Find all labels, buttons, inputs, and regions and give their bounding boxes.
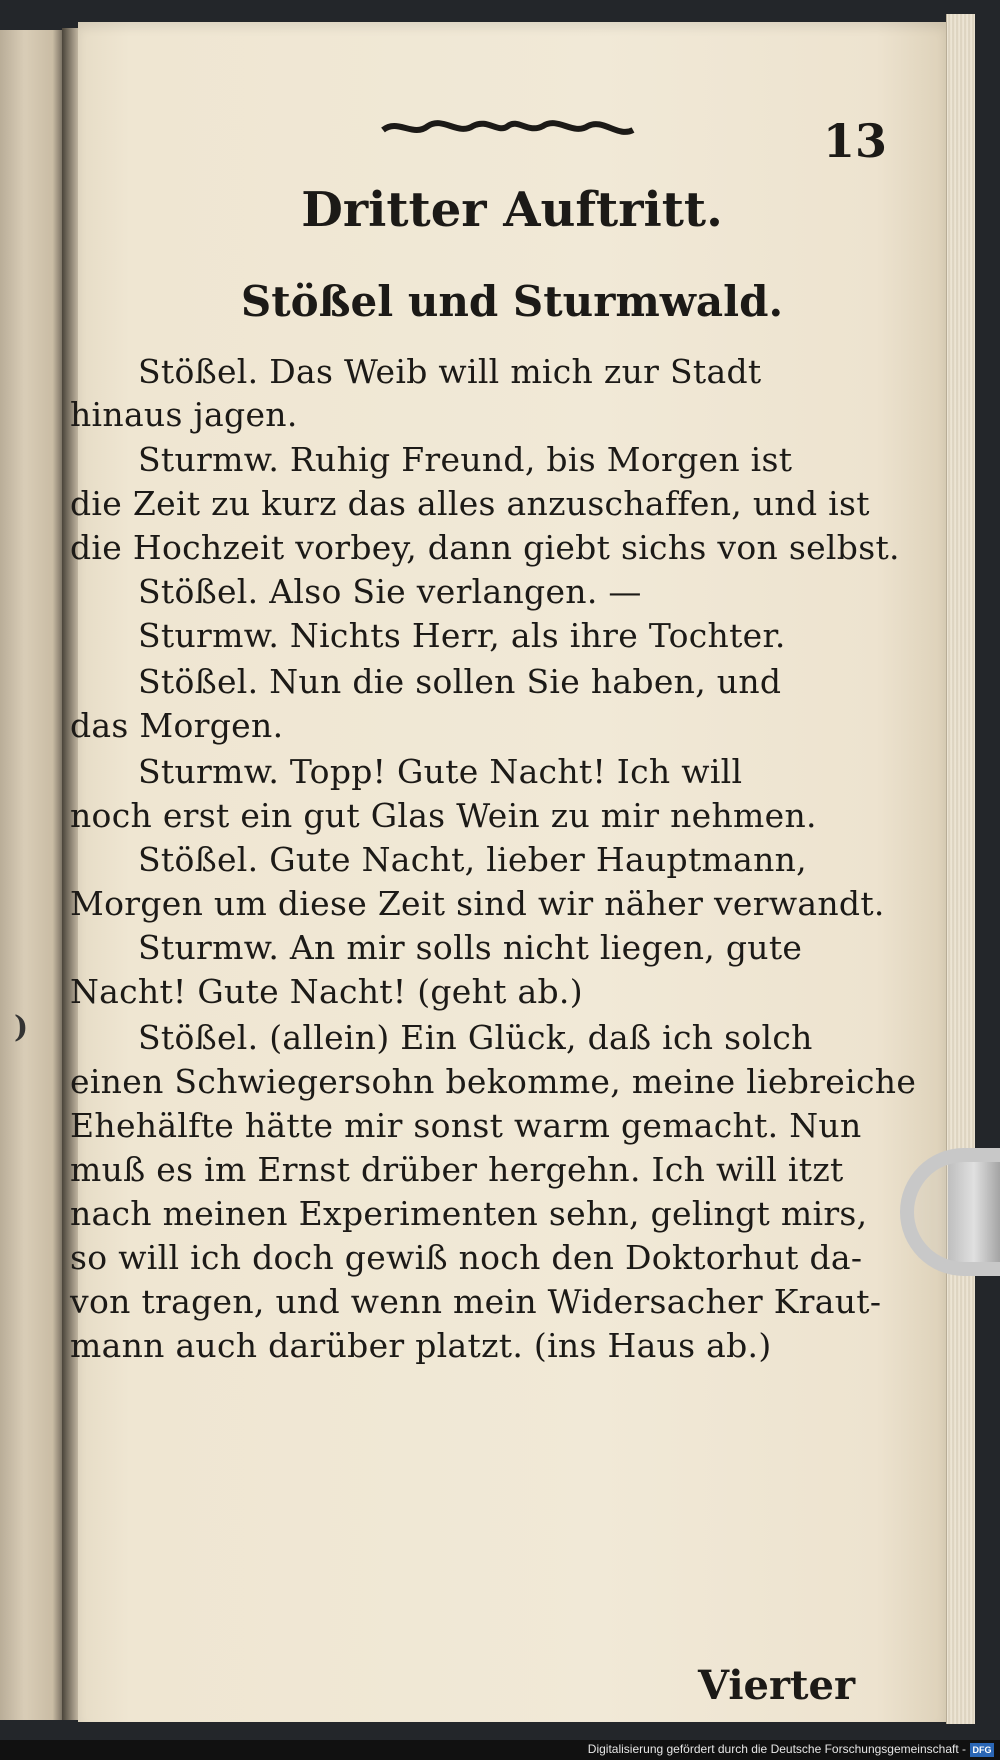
text-line: so will ich doch gewiß noch den Doktorhut da-: [70, 1238, 863, 1277]
text-line: Stößel. (allein) Ein Glück, daß ich solch: [138, 1018, 813, 1057]
text-line: Stößel. Gute Nacht, lieber Hauptmann,: [138, 840, 807, 879]
text-line: Stößel. Nun die sollen Sie haben, und: [138, 662, 782, 701]
text-line: von tragen, und wenn mein Widersacher Kraut-: [70, 1282, 882, 1321]
text-line: hinaus jagen.: [70, 395, 298, 434]
text-line: muß es im Ernst drüber hergehn. Ich will itzt: [70, 1150, 844, 1189]
left-page-bracket: ): [14, 1010, 29, 1045]
text-line: Nacht! Gute Nacht! (geht ab.): [70, 972, 583, 1011]
text-line: das Morgen.: [70, 706, 284, 745]
text-line: Sturmw. An mir solls nicht liegen, gute: [138, 928, 803, 967]
funding-notice: Digitalisierung gefördert durch die Deutsche Forschungsgemeinschaft -: [587, 1742, 966, 1756]
left-page-edge: [0, 30, 64, 1720]
text-line: die Hochzeit vorbey, dann giebt sichs von selbst.: [70, 528, 900, 567]
catchword: Vierter: [698, 1662, 856, 1709]
text-line: mann auch darüber platzt. (ins Haus ab.): [70, 1326, 772, 1365]
text-line: nach meinen Experimenten sehn, gelingt mirs,: [70, 1194, 868, 1233]
text-line: noch erst ein gut Glas Wein zu mir nehmen.: [70, 796, 817, 835]
text-line: Morgen um diese Zeit sind wir näher verwandt.: [70, 884, 885, 923]
text-line: Sturmw. Ruhig Freund, bis Morgen ist: [138, 440, 793, 479]
page-number: 13: [823, 114, 888, 168]
scene-title: Dritter Auftritt.: [301, 182, 723, 238]
page-text: [70, 22, 946, 1722]
text-line: Ehehälfte hätte mir sonst warm gemacht. Nun: [70, 1106, 862, 1145]
dfg-logo: DFG: [970, 1743, 994, 1757]
text-line: Stößel. Das Weib will mich zur Stadt: [138, 352, 762, 391]
text-line: einen Schwiegersohn bekomme, meine liebreiche: [70, 1062, 917, 1101]
text-line: die Zeit zu kurz das alles anzuschaffen, und ist: [70, 484, 870, 523]
ornament-icon: [378, 112, 638, 142]
text-line: Sturmw. Nichts Herr, als ihre Tochter.: [138, 616, 786, 655]
page-edges: [946, 14, 975, 1724]
scene-subtitle: Stößel und Sturmwald.: [240, 277, 784, 326]
text-line: Stößel. Also Sie verlangen. —: [138, 572, 642, 611]
text-line: Sturmw. Topp! Gute Nacht! Ich will: [138, 752, 743, 791]
